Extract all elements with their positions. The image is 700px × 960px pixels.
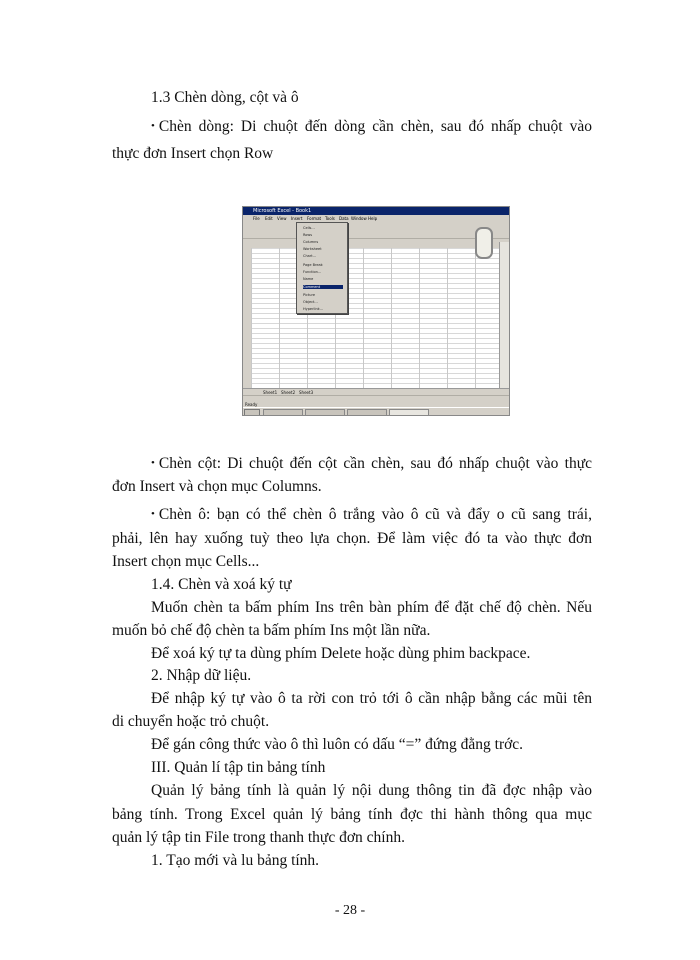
excel-sheet-tabs: Sheet1 Sheet2 Sheet3 — [243, 388, 509, 396]
bullet-insert-cell-line1 — [151, 506, 592, 524]
bullet-insert-row-line2: thực đơn Insert chọn Row — [112, 145, 274, 162]
bullet-icon: • — [151, 508, 155, 520]
para-input-line1: Để nhập ký tự vào ô ta rời con trỏ tới ô cần nhập bằng các mũi tên — [151, 690, 592, 707]
bullet-insert-row-line1 — [151, 118, 592, 136]
bullet-text: Chèn ô: bạn có thể chèn ô trắng vào ô cũ và đẩy o cũ sang trái, — [158, 506, 592, 523]
bullet-text: Chèn dòng: Di chuột đến dòng cần chèn, sau đó nhấp chuột vào — [158, 118, 592, 135]
bullet-insert-cell-line3: Insert chọn mục Cells... — [112, 553, 260, 570]
para-delete: Để xoá ký tự ta dùng phím Delete hoặc dùng phim backpace. — [151, 645, 531, 662]
bullet-insert-column-line1 — [151, 455, 592, 473]
para-manage-line1: Quản lý bảng tính là quản lý nội dung thông tin đã đợc nhập vào — [151, 782, 592, 799]
heading-1-3: 1.3 Chèn dòng, cột và ô — [151, 89, 299, 106]
para-input-line2: di chuyển hoặc trỏ chuột. — [112, 713, 270, 730]
excel-menubar: File Edit View Insert Format Tools Data Window Help — [243, 215, 509, 222]
bullet-text: Chèn cột: Di chuột đến cột cần chèn, sau đó nhấp chuột vào thực — [158, 455, 592, 472]
para-formula: Để gán công thức vào ô thì luôn có dấu “=” đứng đằng trớc. — [151, 736, 524, 753]
excel-status-bar: Ready — [245, 402, 258, 407]
bullet-icon: • — [151, 120, 155, 132]
para-ins-line2: muốn bỏ chế độ chèn ta bấm phím Ins một lần nữa. — [112, 622, 431, 639]
excel-vertical-scrollbar — [499, 242, 510, 388]
bullet-insert-cell-line2: phải, lên hay xuống tuỳ theo lựa chọn. Để làm việc đó ta vào thực đơn — [112, 530, 592, 547]
excel-title-bar: Microsoft Excel - Book1 — [243, 207, 509, 215]
heading-1-4: 1.4. Chèn và xoá ký tự — [151, 576, 292, 593]
office-assistant-icon — [475, 227, 493, 259]
windows-taskbar — [243, 407, 509, 416]
para-ins-line1: Muốn chèn ta bấm phím Ins trên bàn phím để đặt chế độ chèn. Nếu — [151, 599, 592, 616]
heading-III: III. Quản lí tập tin bảng tính — [151, 759, 326, 776]
insert-menu-dropdown: Cells... Rows Columns Worksheet Chart... Page Break Function... Name Comment Picture Object... Hyperlink... — [296, 222, 348, 314]
excel-drawing-toolbar — [243, 395, 509, 403]
excel-formatting-toolbar — [243, 230, 509, 239]
heading-2: 2. Nhập dữ liệu. — [151, 667, 252, 684]
start-button — [244, 409, 260, 416]
bullet-icon: • — [151, 457, 155, 469]
heading-1-new-save: 1. Tạo mới và lu bảng tính. — [151, 852, 320, 869]
excel-cell-grid — [251, 248, 499, 388]
excel-screenshot — [242, 206, 510, 416]
para-manage-line3: quản lý tập tin File trong thanh thực đơn chính. — [112, 829, 405, 846]
page-number: - 28 - — [334, 903, 366, 918]
para-manage-line2: bảng tính. Trong Excel quản lý bảng tính đợc thi hành thông qua mục — [112, 806, 592, 823]
bullet-insert-column-line2: đơn Insert và chọn mục Columns. — [112, 478, 322, 495]
